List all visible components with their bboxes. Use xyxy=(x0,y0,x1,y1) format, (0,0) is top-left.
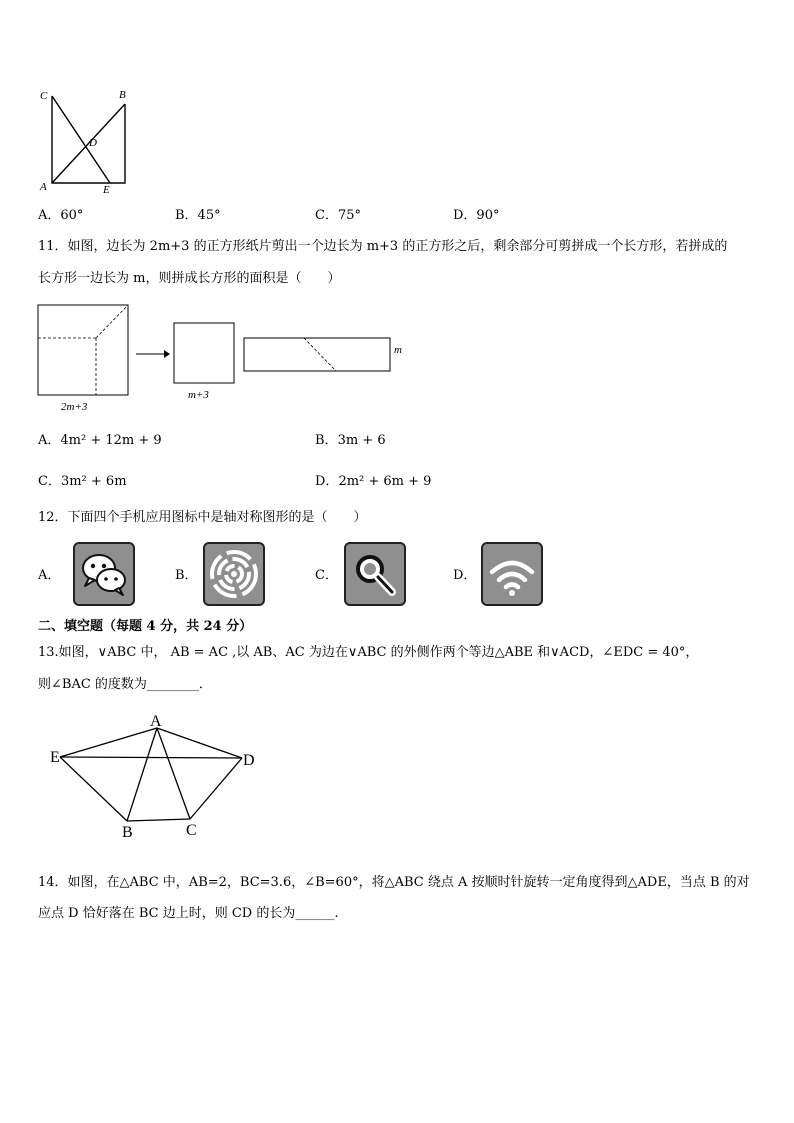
q13-label-b: B xyxy=(122,824,133,841)
q11-small-square xyxy=(174,323,234,383)
q11-option-a xyxy=(38,432,162,450)
q11-label-small: m+3 xyxy=(188,389,209,401)
q11-option-d xyxy=(315,473,431,491)
q14-stem-line2: 应点 D 恰好落在 BC 边上时，则 CD 的长为______. xyxy=(38,906,339,921)
magnifier-icon xyxy=(344,542,406,606)
q11-option-d-letter: D． xyxy=(315,474,339,489)
section-title: 二、填空题（每题 4 分，共 24 分） xyxy=(38,619,253,634)
q10-label-a: A xyxy=(40,181,47,193)
q11-label-big: 2m+3 xyxy=(61,401,88,413)
q10-option-b: B．45° xyxy=(175,208,221,223)
q13-stem-line2: 则∠BAC 的度数为________． xyxy=(38,677,212,692)
q11-stem-line2: 长方形一边长为 m，则拼成长方形的面积是（ ） xyxy=(38,271,341,286)
q11-option-a-expr: 4m² + 12m + 9 xyxy=(60,433,162,448)
q11-option-c-letter: C． xyxy=(38,474,61,489)
q10-option-d: D．90° xyxy=(453,208,500,223)
q12-option-a-letter: A． xyxy=(38,568,61,583)
q14-stem-line1: 14．如图，在△ABC 中，AB=2，BC=3.6，∠B=60°，将△ABC 绕点 A 按顺时针旋转一定角度得到△ADE，当点 B 的对 xyxy=(38,875,750,890)
q10-label-b: B xyxy=(119,89,126,101)
q11-stem-line1: 11．如图，边长为 2m+3 的正方形纸片剪出一个边长为 m+3 的正方形之后，剩余部分可剪拼成一个长方形，若拼成的 xyxy=(38,239,728,254)
q12-option-b-letter: B． xyxy=(175,568,198,583)
wechat-icon xyxy=(73,542,135,606)
q11-option-a-letter: A． xyxy=(38,433,61,448)
q11-option-b-letter: B． xyxy=(315,433,338,448)
q10-label-c: C xyxy=(40,90,48,102)
q13-label-e: E xyxy=(50,749,60,766)
q10-label-d: D xyxy=(89,137,97,149)
q12-option-d-letter: D． xyxy=(453,568,477,583)
q11-option-b-expr: 3m + 6 xyxy=(337,433,386,448)
q10-option-c: C．75° xyxy=(315,208,361,223)
q13-figure xyxy=(40,706,270,842)
q10-option-a: A．60° xyxy=(38,208,84,223)
wifi-icon xyxy=(481,542,543,606)
q13-label-c: C xyxy=(186,822,197,839)
q13-stem-line1: 13.如图，∨ABC 中， AB = AC ,以 AB、AC 为边在∨ABC 的外侧作两个等边△ABE 和∨ACD，∠EDC = 40°， xyxy=(38,645,699,660)
q10-label-e: E xyxy=(103,184,110,196)
q11-figure xyxy=(36,300,416,418)
q11-label-rect: m xyxy=(394,344,402,356)
q13-label-a: A xyxy=(150,713,162,730)
q11-option-b xyxy=(315,432,386,450)
q11-option-c xyxy=(38,473,127,491)
q12-option-c-letter: C． xyxy=(315,568,338,583)
swirl-icon xyxy=(203,542,265,606)
q10-figure xyxy=(36,86,136,196)
q11-option-d-expr: 2m² + 6m + 9 xyxy=(338,474,432,489)
q13-label-d: D xyxy=(243,752,255,769)
q11-rectangle xyxy=(244,338,390,371)
q12-stem: 12．下面四个手机应用图标中是轴对称图形的是（ ） xyxy=(38,510,367,525)
q11-option-c-expr: 3m² + 6m xyxy=(60,474,127,489)
